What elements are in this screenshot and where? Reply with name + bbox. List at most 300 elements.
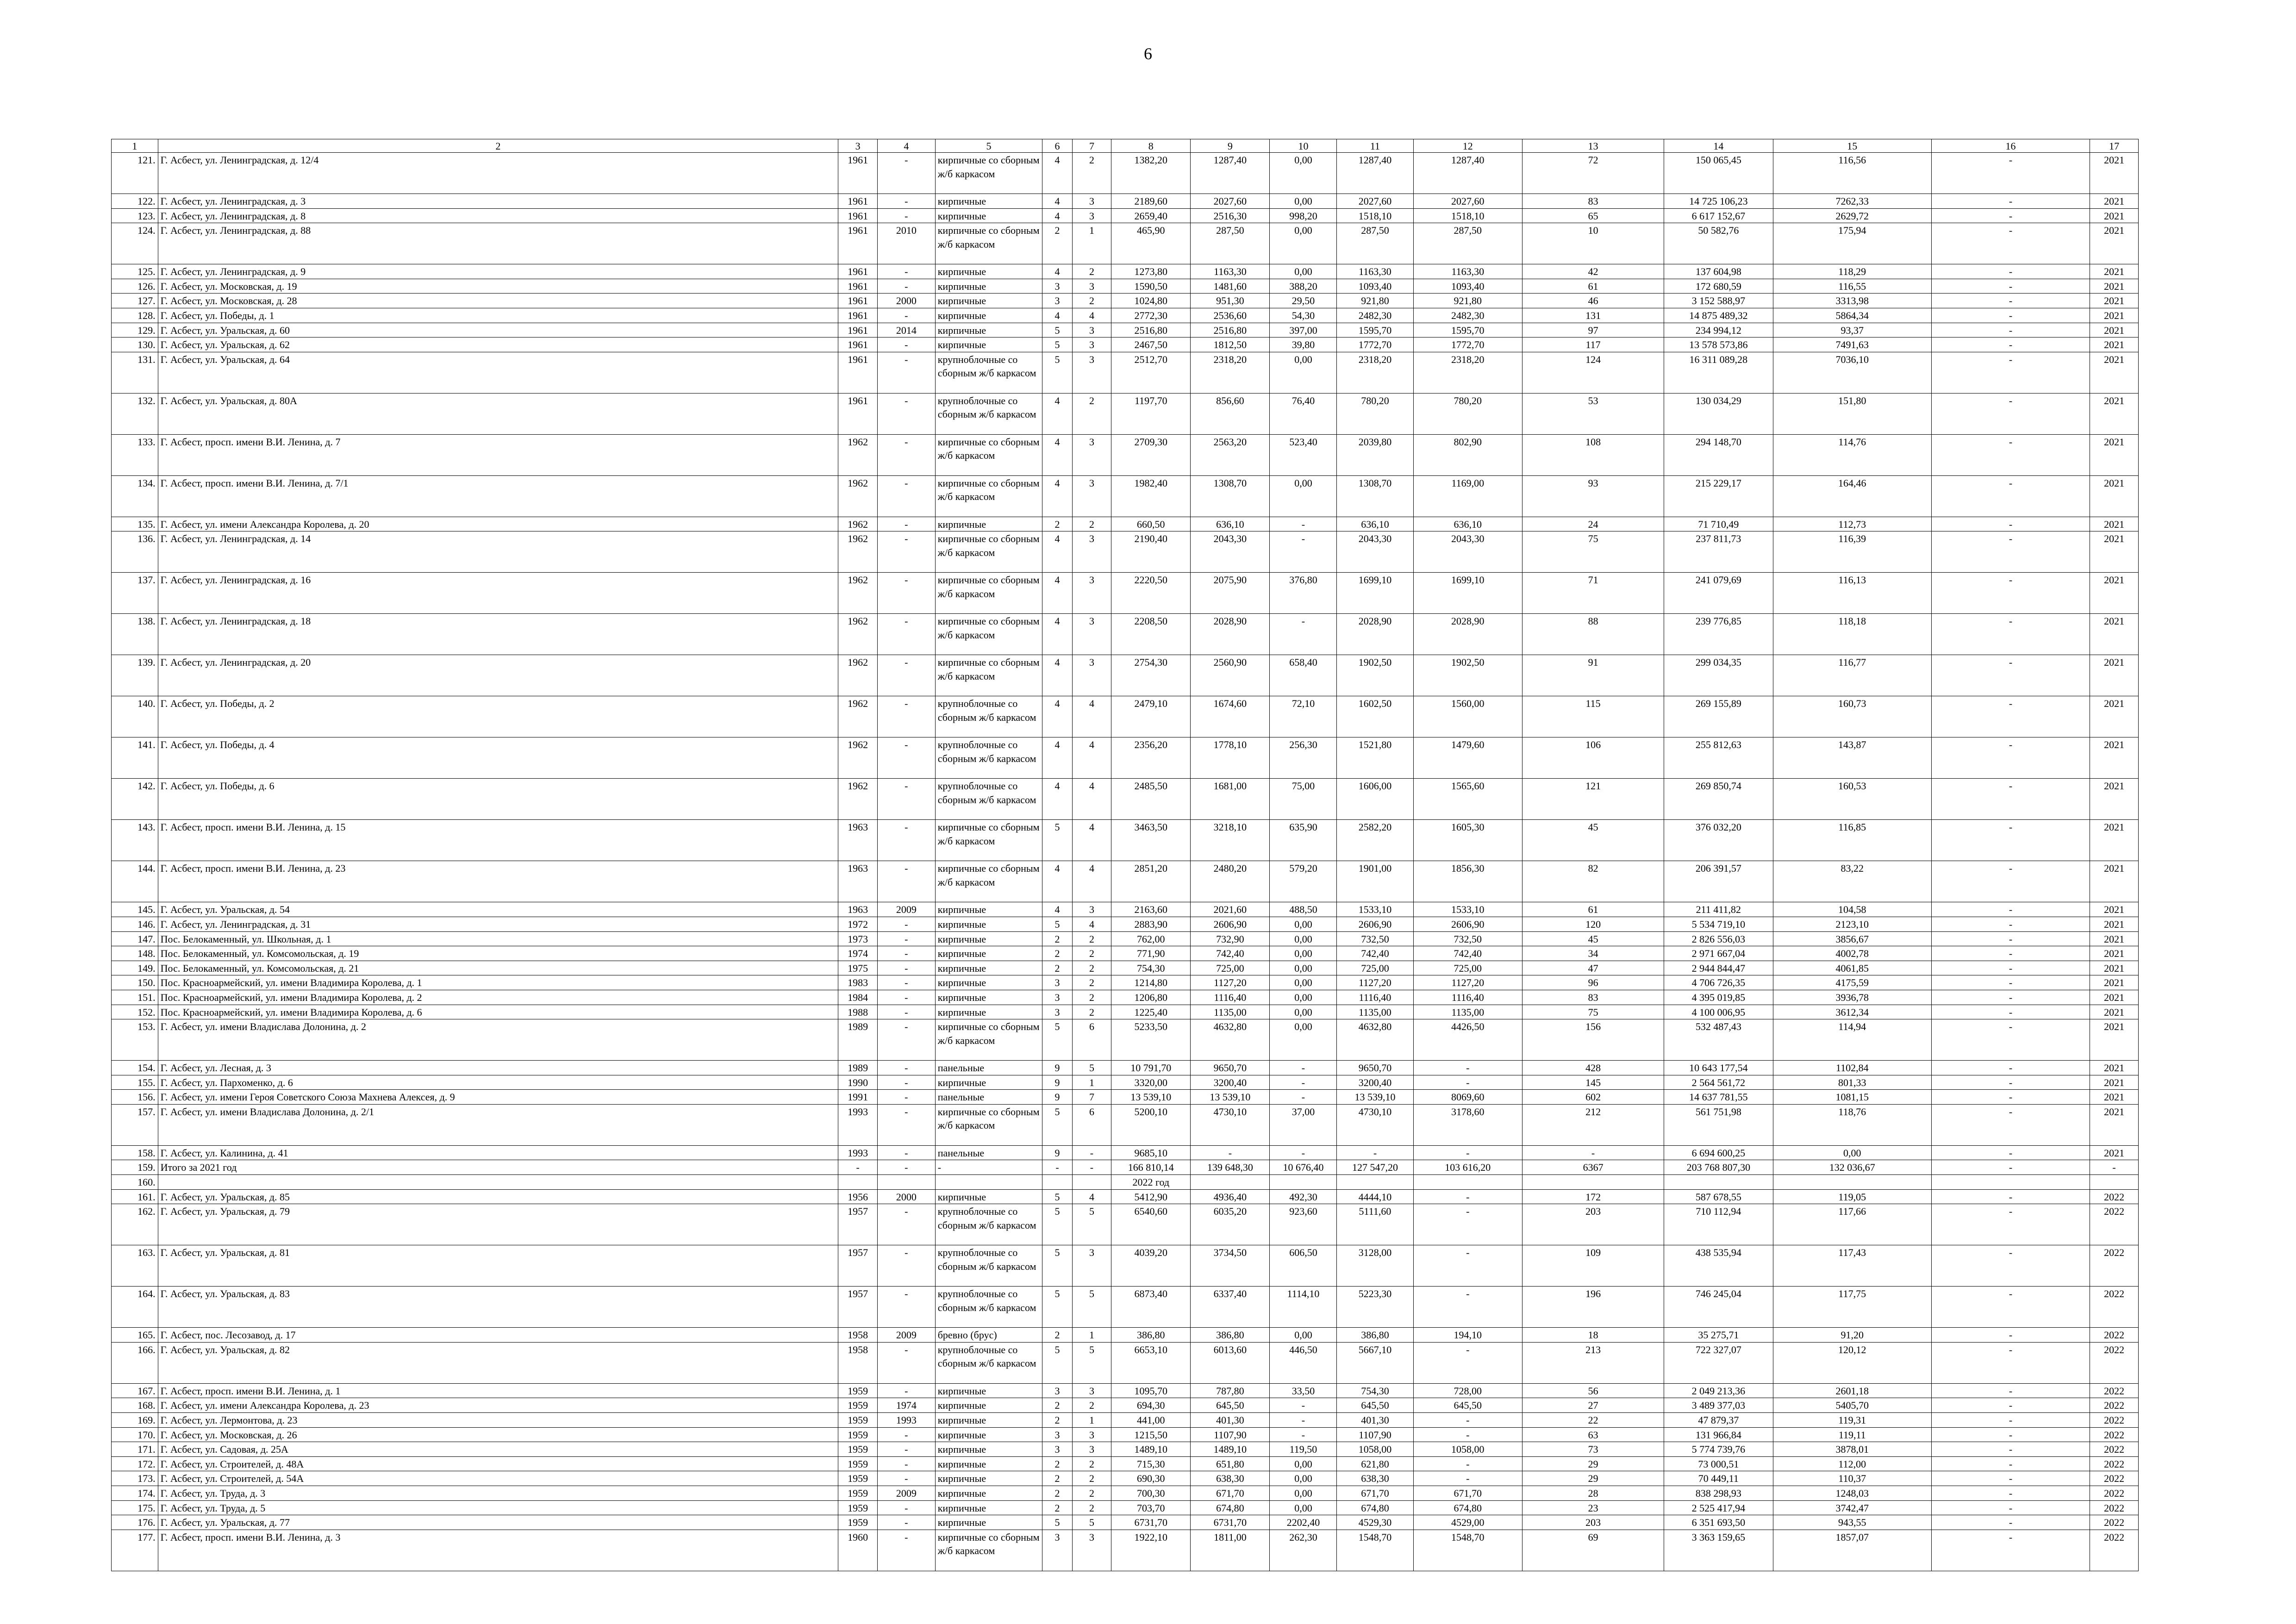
cell-cost-per-sqm: 104,58 [1773, 902, 1931, 917]
cell-year: 2021 [2090, 820, 2139, 861]
table-row [112, 961, 2139, 975]
cell-living-area: 1856,30 [1413, 861, 1522, 902]
cell-renovation-year: - [877, 153, 935, 194]
table-row [112, 1287, 2139, 1328]
cell-residential-area: 1116,40 [1337, 990, 1413, 1005]
cell-wall-material: крупноблочные со сборным ж/б каркасом [935, 737, 1042, 779]
column-header-7: 7 [1072, 139, 1111, 153]
cell-wall-material: бревно (брус) [935, 1328, 1042, 1343]
cell-repair-cost: 4 395 019,85 [1664, 990, 1773, 1005]
cell-residential-area: 1606,00 [1337, 779, 1413, 820]
cell-col-16: - [1931, 1471, 2090, 1486]
cell-row-number: 130. [112, 337, 158, 352]
cell-address: Г. Асбест, ул. Строителей, д. 54А [158, 1471, 838, 1486]
cell-cost-per-sqm: 4175,59 [1773, 975, 1931, 990]
cell-premises-area: 951,30 [1191, 294, 1270, 308]
table-row [112, 517, 2139, 531]
cell-total-area: 9685,10 [1111, 1145, 1191, 1160]
cell-build-year: 1963 [838, 820, 878, 861]
cell-entrances: 2 [1072, 931, 1111, 946]
cell-premises-area: 2516,30 [1191, 208, 1270, 223]
cell-living-area: 921,80 [1413, 294, 1522, 308]
cell-repair-cost: 150 065,45 [1664, 153, 1773, 194]
cell-total-area: 694,30 [1111, 1398, 1191, 1413]
cell-address: Г. Асбест, ул. Труда, д. 5 [158, 1500, 838, 1515]
cell-cost-per-sqm: 175,94 [1773, 223, 1931, 264]
cell-municipal-area: 523,40 [1270, 434, 1337, 475]
cell-floors: 4 [1042, 194, 1072, 209]
cell-entrances: 2 [1072, 946, 1111, 961]
cell-cost-per-sqm: 118,18 [1773, 614, 1931, 655]
cell-residential-area: 1287,40 [1337, 153, 1413, 194]
cell-row-number: 159. [112, 1160, 158, 1175]
cell-municipal-area [1270, 1175, 1337, 1190]
cell-floors: 9 [1042, 1090, 1072, 1105]
cell-residential-area: 742,40 [1337, 946, 1413, 961]
cell-entrances: 4 [1072, 779, 1111, 820]
cell-build-year: 1962 [838, 573, 878, 614]
table-row [112, 393, 2139, 434]
cell-residential-area: 1163,30 [1337, 264, 1413, 279]
cell-repair-cost: 14 637 781,55 [1664, 1090, 1773, 1105]
cell-entrances: 1 [1072, 1413, 1111, 1428]
cell-row-number: 155. [112, 1075, 158, 1090]
cell-wall-material: кирпичные со сборным ж/б каркасом [935, 614, 1042, 655]
cell-cost-per-sqm: 5864,34 [1773, 308, 1931, 323]
cell-total-area: 5233,50 [1111, 1019, 1191, 1061]
cell-residents: 23 [1522, 1500, 1664, 1515]
cell-municipal-area: 0,00 [1270, 961, 1337, 975]
cell-premises-area: - [1191, 1145, 1270, 1160]
cell-entrances: 2 [1072, 1486, 1111, 1501]
cell-build-year: 1959 [838, 1427, 878, 1442]
cell-row-number: 174. [112, 1486, 158, 1501]
cell-entrances [1072, 1175, 1111, 1190]
cell-repair-cost: 172 680,59 [1664, 279, 1773, 294]
cell-repair-cost: 239 776,85 [1664, 614, 1773, 655]
cell-entrances: 2 [1072, 393, 1111, 434]
cell-row-number: 129. [112, 323, 158, 337]
column-header-5: 5 [935, 139, 1042, 153]
table-row [112, 1515, 2139, 1530]
cell-repair-cost: 838 298,93 [1664, 1486, 1773, 1501]
cell-row-number: 133. [112, 434, 158, 475]
column-header-13: 13 [1522, 139, 1664, 153]
cell-year: 2021 [2090, 1075, 2139, 1090]
cell-total-area: 771,90 [1111, 946, 1191, 961]
cell-residential-area [1337, 1175, 1413, 1190]
cell-row-number: 139. [112, 655, 158, 696]
cell-living-area: - [1413, 1287, 1522, 1328]
cell-municipal-area: 0,00 [1270, 946, 1337, 961]
cell-premises-area: 2028,90 [1191, 614, 1270, 655]
cell-total-area: 441,00 [1111, 1413, 1191, 1428]
cell-premises-area: 139 648,30 [1191, 1160, 1270, 1175]
cell-address: Г. Асбест, ул. Московская, д. 19 [158, 279, 838, 294]
cell-address: Г. Асбест, ул. Лермонтова, д. 23 [158, 1413, 838, 1428]
table-row [112, 1175, 2139, 1190]
cell-year: 2021 [2090, 1061, 2139, 1075]
cell-living-area: - [1413, 1456, 1522, 1471]
cell-cost-per-sqm: 3878,01 [1773, 1442, 1931, 1457]
cell-renovation-year: - [877, 1061, 935, 1075]
cell-entrances: 6 [1072, 1104, 1111, 1145]
cell-repair-cost: 130 034,29 [1664, 393, 1773, 434]
cell-year: 2022 [2090, 1427, 2139, 1442]
cell-cost-per-sqm: 116,56 [1773, 153, 1931, 194]
cell-residential-area: 725,00 [1337, 961, 1413, 975]
cell-living-area: 636,10 [1413, 517, 1522, 531]
cell-col-16: - [1931, 1442, 2090, 1457]
cell-year: 2021 [2090, 475, 2139, 517]
cell-entrances: 3 [1072, 352, 1111, 393]
cell-residents: 53 [1522, 393, 1664, 434]
cell-address: Г. Асбест, ул. Победы, д. 6 [158, 779, 838, 820]
cell-repair-cost: 2 826 556,03 [1664, 931, 1773, 946]
cell-entrances: 2 [1072, 153, 1111, 194]
cell-repair-cost: 2 525 417,94 [1664, 1500, 1773, 1515]
cell-living-area: 1058,00 [1413, 1442, 1522, 1457]
cell-renovation-year: - [877, 264, 935, 279]
cell-col-16: - [1931, 975, 2090, 990]
cell-entrances: 4 [1072, 308, 1111, 323]
cell-build-year: 1961 [838, 153, 878, 194]
cell-residential-area: 13 539,10 [1337, 1090, 1413, 1105]
cell-floors: 5 [1042, 1245, 1072, 1287]
cell-residential-area: 2318,20 [1337, 352, 1413, 393]
table-row [112, 1204, 2139, 1245]
cell-living-area: 1595,70 [1413, 323, 1522, 337]
table-row [112, 223, 2139, 264]
cell-build-year: 1961 [838, 352, 878, 393]
cell-municipal-area: 1114,10 [1270, 1287, 1337, 1328]
cell-build-year: 1961 [838, 223, 878, 264]
cell-renovation-year: - [877, 1090, 935, 1105]
cell-col-16: - [1931, 208, 2090, 223]
cell-renovation-year: - [877, 1427, 935, 1442]
cell-floors: 5 [1042, 323, 1072, 337]
cell-floors: 5 [1042, 1515, 1072, 1530]
cell-repair-cost: 255 812,63 [1664, 737, 1773, 779]
cell-living-area: 1135,00 [1413, 1005, 1522, 1019]
cell-total-area: 465,90 [1111, 223, 1191, 264]
cell-cost-per-sqm: 116,13 [1773, 573, 1931, 614]
table-row [112, 337, 2139, 352]
cell-year: 2021 [2090, 434, 2139, 475]
cell-wall-material: кирпичные со сборным ж/б каркасом [935, 573, 1042, 614]
cell-wall-material: кирпичные со сборным ж/б каркасом [935, 475, 1042, 517]
cell-municipal-area: 0,00 [1270, 1456, 1337, 1471]
cell-total-area: 660,50 [1111, 517, 1191, 531]
cell-living-area: 1533,10 [1413, 902, 1522, 917]
cell-entrances: 2 [1072, 990, 1111, 1005]
cell-wall-material [935, 1175, 1042, 1190]
cell-living-area: 1163,30 [1413, 264, 1522, 279]
cell-address: Г. Асбест, ул. Уральская, д. 54 [158, 902, 838, 917]
column-header-6: 6 [1042, 139, 1072, 153]
cell-repair-cost: 299 034,35 [1664, 655, 1773, 696]
cell-residential-area: 1548,70 [1337, 1530, 1413, 1571]
cell-floors: 5 [1042, 1342, 1072, 1383]
cell-address: Пос. Красноармейский, ул. имени Владимира Королева, д. 2 [158, 990, 838, 1005]
cell-total-area: 754,30 [1111, 961, 1191, 975]
cell-row-number: 177. [112, 1530, 158, 1571]
cell-total-area: 690,30 [1111, 1471, 1191, 1486]
cell-municipal-area: - [1270, 1427, 1337, 1442]
cell-col-16: - [1931, 393, 2090, 434]
cell-year: 2021 [2090, 861, 2139, 902]
table-row [112, 1413, 2139, 1428]
cell-row-number: 141. [112, 737, 158, 779]
cell-residential-area: 3200,40 [1337, 1075, 1413, 1090]
cell-year: 2021 [2090, 931, 2139, 946]
cell-renovation-year: - [877, 696, 935, 737]
cell-row-number: 125. [112, 264, 158, 279]
cell-municipal-area: 579,20 [1270, 861, 1337, 902]
cell-residents: 88 [1522, 614, 1664, 655]
cell-address [158, 1175, 838, 1190]
cell-floors: 5 [1042, 352, 1072, 393]
cell-living-area: 8069,60 [1413, 1090, 1522, 1105]
cell-address: Г. Асбест, ул. Уральская, д. 80А [158, 393, 838, 434]
cell-cost-per-sqm: 3612,34 [1773, 1005, 1931, 1019]
cell-residential-area: 1772,70 [1337, 337, 1413, 352]
cell-col-16: - [1931, 1398, 2090, 1413]
cell-entrances: 3 [1072, 614, 1111, 655]
cell-entrances: 3 [1072, 208, 1111, 223]
cell-floors: 2 [1042, 517, 1072, 531]
cell-floors: 4 [1042, 264, 1072, 279]
cell-renovation-year: - [877, 1145, 935, 1160]
cell-municipal-area: 119,50 [1270, 1442, 1337, 1457]
cell-address: Г. Асбест, ул. Московская, д. 26 [158, 1427, 838, 1442]
cell-floors: 4 [1042, 208, 1072, 223]
cell-year: 2021 [2090, 264, 2139, 279]
cell-residential-area: 1127,20 [1337, 975, 1413, 990]
cell-wall-material: кирпичные [935, 1005, 1042, 1019]
cell-renovation-year: - [877, 975, 935, 990]
cell-renovation-year: 2009 [877, 902, 935, 917]
cell-wall-material: кирпичные [935, 902, 1042, 917]
cell-year: 2021 [2090, 902, 2139, 917]
cell-total-area: 166 810,14 [1111, 1160, 1191, 1175]
cell-premises-area: 2516,80 [1191, 323, 1270, 337]
cell-floors: 5 [1042, 1189, 1072, 1204]
cell-cost-per-sqm: 116,85 [1773, 820, 1931, 861]
cell-repair-cost: 6 617 152,67 [1664, 208, 1773, 223]
cell-municipal-area: - [1270, 531, 1337, 573]
cell-living-area: - [1413, 1413, 1522, 1428]
cell-cost-per-sqm: 7262,33 [1773, 194, 1931, 209]
cell-address: Г. Асбест, пос. Лесозавод, д. 17 [158, 1328, 838, 1343]
cell-premises-area: 3218,10 [1191, 820, 1270, 861]
cell-total-area: 1206,80 [1111, 990, 1191, 1005]
table-row [112, 323, 2139, 337]
cell-residential-area: 5667,10 [1337, 1342, 1413, 1383]
cell-address: Пос. Белокаменный, ул. Комсомольская, д. 21 [158, 961, 838, 975]
cell-total-area: 2754,30 [1111, 655, 1191, 696]
cell-renovation-year: - [877, 614, 935, 655]
cell-year: 2021 [2090, 393, 2139, 434]
table-row [112, 931, 2139, 946]
cell-residents: 212 [1522, 1104, 1664, 1145]
cell-repair-cost: 722 327,07 [1664, 1342, 1773, 1383]
cell-cost-per-sqm: 5405,70 [1773, 1398, 1931, 1413]
cell-entrances: 3 [1072, 475, 1111, 517]
cell-entrances: 7 [1072, 1090, 1111, 1105]
cell-cost-per-sqm: 120,12 [1773, 1342, 1931, 1383]
cell-total-area: 1024,80 [1111, 294, 1191, 308]
cell-total-area: 1095,70 [1111, 1383, 1191, 1398]
cell-living-area: 287,50 [1413, 223, 1522, 264]
cell-col-16: - [1931, 308, 2090, 323]
cell-build-year: 1959 [838, 1500, 878, 1515]
cell-year: 2021 [2090, 337, 2139, 352]
cell-col-16: - [1931, 1486, 2090, 1501]
cell-wall-material: кирпичные [935, 337, 1042, 352]
cell-build-year: 1974 [838, 946, 878, 961]
cell-row-number: 134. [112, 475, 158, 517]
cell-total-area: 6731,70 [1111, 1515, 1191, 1530]
cell-wall-material: кирпичные [935, 990, 1042, 1005]
cell-floors: - [1042, 1160, 1072, 1175]
cell-year: 2021 [2090, 323, 2139, 337]
cell-municipal-area: 0,00 [1270, 1328, 1337, 1343]
cell-wall-material: кирпичные [935, 1189, 1042, 1204]
cell-build-year: 1989 [838, 1061, 878, 1075]
cell-living-area: - [1413, 1245, 1522, 1287]
cell-entrances: 5 [1072, 1287, 1111, 1328]
cell-address: Пос. Красноармейский, ул. имени Владимира Королева, д. 1 [158, 975, 838, 990]
cell-year: 2021 [2090, 531, 2139, 573]
cell-year: 2021 [2090, 223, 2139, 264]
cell-address: Г. Асбест, ул. Калинина, д. 41 [158, 1145, 838, 1160]
cell-floors: 4 [1042, 393, 1072, 434]
cell-municipal-area: - [1270, 1413, 1337, 1428]
cell-col-16: - [1931, 861, 2090, 902]
cell-address: Г. Асбест, ул. Ленинградская, д. 12/4 [158, 153, 838, 194]
cell-cost-per-sqm: 112,73 [1773, 517, 1931, 531]
cell-living-area: 2028,90 [1413, 614, 1522, 655]
cell-wall-material: кирпичные [935, 1471, 1042, 1486]
cell-municipal-area: 0,00 [1270, 264, 1337, 279]
cell-residential-area: 1107,90 [1337, 1427, 1413, 1442]
table-row [112, 1160, 2139, 1175]
cell-col-16: - [1931, 1413, 2090, 1428]
cell-living-area: 742,40 [1413, 946, 1522, 961]
cell-residents: 91 [1522, 655, 1664, 696]
cell-premises-area: 401,30 [1191, 1413, 1270, 1428]
cell-renovation-year: - [877, 1530, 935, 1571]
cell-col-16: - [1931, 573, 2090, 614]
cell-address: Г. Асбест, ул. Победы, д. 4 [158, 737, 838, 779]
cell-entrances: 5 [1072, 1204, 1111, 1245]
cell-renovation-year: - [877, 337, 935, 352]
cell-municipal-area: - [1270, 1061, 1337, 1075]
cell-year: 2022 [2090, 1500, 2139, 1515]
table-row [112, 1471, 2139, 1486]
cell-total-area: 4039,20 [1111, 1245, 1191, 1287]
cell-entrances: 3 [1072, 279, 1111, 294]
cell-wall-material: кирпичные [935, 1500, 1042, 1515]
cell-floors: 3 [1042, 975, 1072, 990]
cell-floors: 2 [1042, 1398, 1072, 1413]
cell-entrances: 4 [1072, 737, 1111, 779]
cell-address: Г. Асбест, просп. имени В.И. Ленина, д. 23 [158, 861, 838, 902]
cell-residential-area: - [1337, 1145, 1413, 1160]
cell-row-number: 169. [112, 1413, 158, 1428]
cell-wall-material: кирпичные [935, 1456, 1042, 1471]
cell-cost-per-sqm: 1081,15 [1773, 1090, 1931, 1105]
cell-cost-per-sqm: 2123,10 [1773, 917, 1931, 931]
cell-cost-per-sqm: 4061,85 [1773, 961, 1931, 975]
cell-total-area: 1382,20 [1111, 153, 1191, 194]
cell-entrances: 4 [1072, 917, 1111, 931]
cell-residential-area: 4529,30 [1337, 1515, 1413, 1530]
cell-residential-area: 621,80 [1337, 1456, 1413, 1471]
cell-build-year: 1959 [838, 1456, 878, 1471]
cell-row-number: 150. [112, 975, 158, 990]
cell-total-area: 1982,40 [1111, 475, 1191, 517]
cell-entrances: 2 [1072, 1471, 1111, 1486]
cell-floors: 2 [1042, 1471, 1072, 1486]
table-row [112, 779, 2139, 820]
column-number-header [112, 139, 2139, 153]
cell-living-area: 1772,70 [1413, 337, 1522, 352]
cell-floors: 5 [1042, 1204, 1072, 1245]
cell-entrances: 3 [1072, 323, 1111, 337]
cell-municipal-area: 388,20 [1270, 279, 1337, 294]
cell-wall-material: крупноблочные со сборным ж/б каркасом [935, 779, 1042, 820]
cell-address: Г. Асбест, ул. Ленинградская, д. 14 [158, 531, 838, 573]
cell-row-number: 158. [112, 1145, 158, 1160]
cell-municipal-area: 0,00 [1270, 1486, 1337, 1501]
cell-year: 2021 [2090, 1145, 2139, 1160]
cell-total-area: 715,30 [1111, 1456, 1191, 1471]
cell-repair-cost: 561 751,98 [1664, 1104, 1773, 1145]
cell-build-year: 1959 [838, 1413, 878, 1428]
cell-address: Г. Асбест, просп. имени В.И. Ленина, д. 1 [158, 1383, 838, 1398]
cell-wall-material: крупноблочные со сборным ж/б каркасом [935, 1342, 1042, 1383]
column-header-3: 3 [838, 139, 878, 153]
cell-year: - [2090, 1160, 2139, 1175]
column-header-9: 9 [1191, 139, 1270, 153]
cell-row-number: 165. [112, 1328, 158, 1343]
cell-wall-material: крупноблочные со сборным ж/б каркасом [935, 1287, 1042, 1328]
cell-entrances: 6 [1072, 1019, 1111, 1061]
cell-living-area: 4529,00 [1413, 1515, 1522, 1530]
cell-entrances: - [1072, 1160, 1111, 1175]
cell-entrances: 3 [1072, 337, 1111, 352]
cell-cost-per-sqm [1773, 1175, 1931, 1190]
cell-renovation-year: - [877, 961, 935, 975]
cell-residential-area: 645,50 [1337, 1398, 1413, 1413]
table-row [112, 614, 2139, 655]
cell-col-16: - [1931, 531, 2090, 573]
cell-municipal-area: 488,50 [1270, 902, 1337, 917]
cell-residents: 6367 [1522, 1160, 1664, 1175]
cell-col-16: - [1931, 434, 2090, 475]
cell-col-16 [1931, 1175, 2090, 1190]
cell-repair-cost: 35 275,71 [1664, 1328, 1773, 1343]
cell-build-year: 1961 [838, 194, 878, 209]
cell-residents: 42 [1522, 264, 1664, 279]
cell-cost-per-sqm: 3742,47 [1773, 1500, 1931, 1515]
cell-col-16: - [1931, 614, 2090, 655]
cell-col-16: - [1931, 1005, 2090, 1019]
cell-build-year: 1959 [838, 1442, 878, 1457]
cell-address: Г. Асбест, просп. имени В.И. Ленина, д. 3 [158, 1530, 838, 1571]
